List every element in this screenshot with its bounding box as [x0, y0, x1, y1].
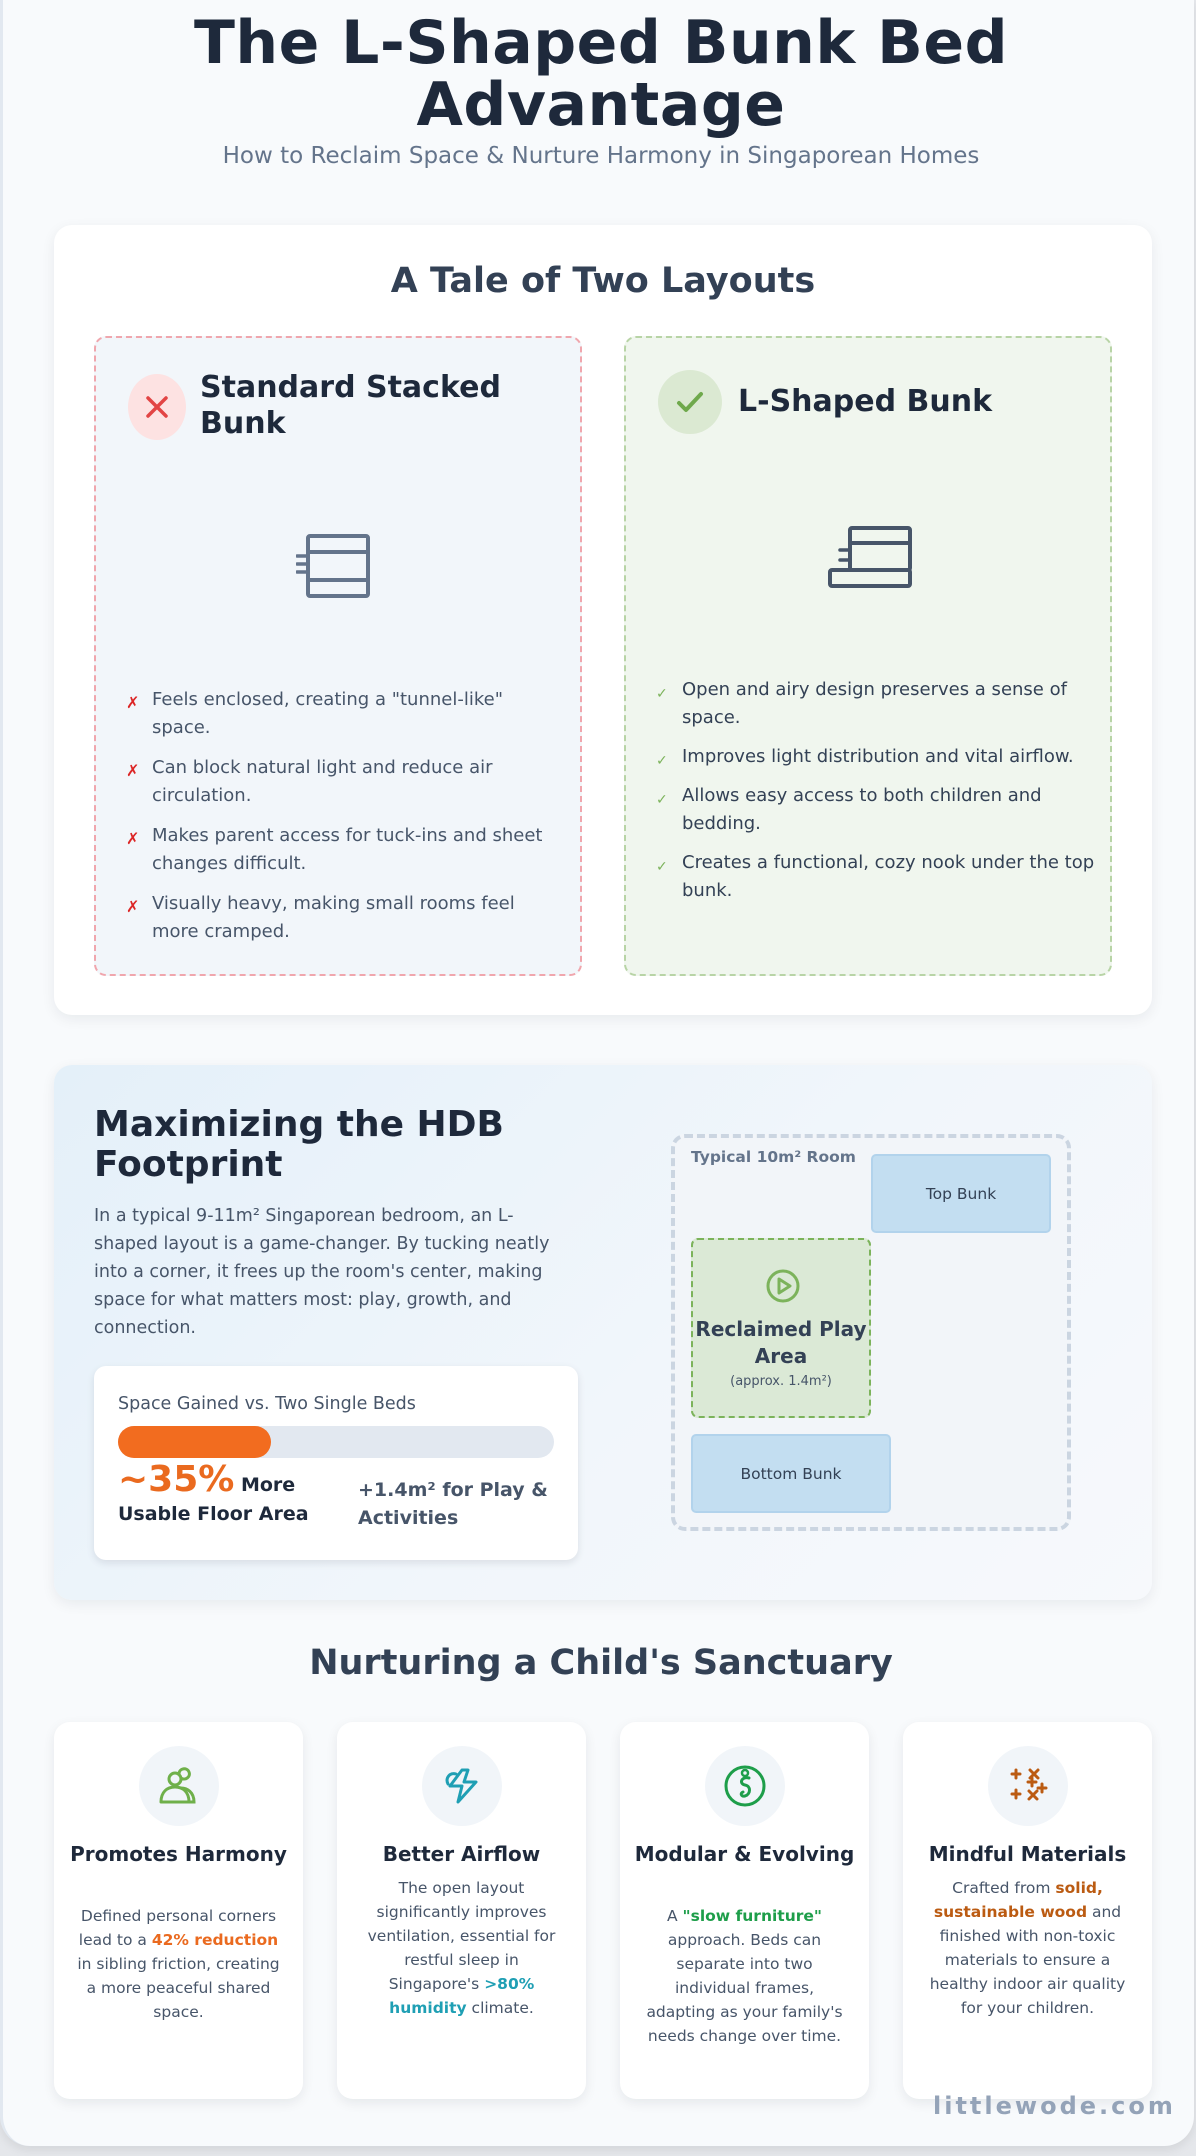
bottom-bunk-block: Bottom Bunk	[691, 1434, 891, 1513]
x-icon	[128, 374, 186, 440]
page-subtitle: How to Reclaim Space & Nurture Harmony in Singaporean Homes	[222, 143, 980, 169]
sparkles-icon	[988, 1746, 1068, 1826]
drawback-item: ✗ Visually heavy, making small rooms feel more cramped.	[126, 893, 515, 942]
benefit-item: ✓ Allows easy access to both children and bedding.	[656, 785, 1042, 834]
drawback-item: ✗ Can block natural light and reduce air circulation.	[126, 757, 493, 806]
feature-description: A "slow furniture" approach. Beds can separate into two individual frames, adapting as your family's needs change over time.	[646, 1907, 843, 2045]
brand-watermark: littlewode.com	[933, 2092, 1176, 2120]
check-mark-icon: ✓	[656, 686, 668, 702]
stacked-bunk-icon	[296, 528, 376, 604]
reclaimed-play-area	[691, 1238, 871, 1418]
feature-title: Mindful Materials	[928, 1842, 1127, 1866]
l-shaped-bunk-title: L-Shaped Bunk	[738, 384, 993, 419]
cross-mark-icon: ✗	[126, 761, 140, 780]
check-mark-icon: ✓	[656, 753, 668, 769]
space-gained-value: ~35% More Usable Floor Area	[118, 1459, 309, 1525]
play-circle-icon	[765, 1268, 801, 1308]
feature-title: Modular & Evolving	[634, 1842, 855, 1866]
sanctuary-title: Nurturing a Child's Sanctuary	[309, 1643, 893, 1683]
l-shaped-bunk-benefits	[656, 676, 1096, 916]
l-shaped-bunk-icon	[826, 520, 916, 596]
hdb-description: In a typical 9-11m² Singaporean bedroom, an L-shaped layout is a game-changer. By tucking neatly into a corner, it frees up the room's center, making space for what matters most: play, growth, and connection.	[94, 1206, 550, 1338]
l-shaped-bunk-card	[624, 336, 1112, 976]
room-label: Typical 10m² Room	[691, 1148, 856, 1166]
feature-description: Crafted from solid, sustainable wood and finished with non-toxic materials to ensure a healthy indoor air quality for your children.	[929, 1879, 1126, 2017]
space-gained-progress-bar	[118, 1426, 554, 1458]
space-gained-progress-fill	[118, 1426, 271, 1458]
drawback-item: ✗ Feels enclosed, creating a "tunnel-like" space.	[126, 689, 503, 738]
space-gained-secondary: +1.4m² for Play & Activities	[358, 1479, 548, 1529]
page-title: The L-Shaped Bunk Bed Advantage	[193, 8, 1009, 140]
space-gained-percent: ~35%	[118, 1459, 235, 1500]
highlight-text: solid, sustainable wood	[933, 1879, 1103, 1921]
feature-title: Promotes Harmony	[70, 1842, 287, 1866]
hdb-footprint-section	[54, 1065, 1152, 1600]
space-gained-card	[94, 1366, 578, 1560]
feature-card-materials	[903, 1722, 1152, 2099]
growth-icon	[705, 1746, 785, 1826]
room-diagram	[671, 1134, 1071, 1531]
standard-bunk-drawbacks	[126, 686, 566, 958]
highlight-text: 42% reduction	[151, 1931, 279, 1949]
space-gained-label: Space Gained vs. Two Single Beds	[118, 1394, 416, 1414]
cross-mark-icon: ✗	[126, 897, 140, 916]
highlight-text: "slow furniture"	[682, 1907, 822, 1925]
top-bunk-block: Top Bunk	[871, 1154, 1051, 1233]
benefit-item: ✓ Creates a functional, cozy nook under the top bunk.	[656, 852, 1095, 901]
feature-card-modular	[620, 1722, 869, 2099]
people-icon	[139, 1746, 219, 1826]
standard-bunk-title: Standard Stacked Bunk	[200, 370, 501, 441]
cross-mark-icon: ✗	[126, 829, 140, 848]
feature-card-airflow	[337, 1722, 586, 2099]
hdb-title: Maximizing the HDB Footprint	[94, 1104, 504, 1185]
drawback-item: ✗ Makes parent access for tuck-ins and sheet changes difficult.	[126, 825, 543, 874]
feature-card-harmony	[54, 1722, 303, 2099]
benefit-item: ✓ Improves light distribution and vital airflow.	[656, 743, 1096, 771]
play-area-size: (approx. 1.4m²)	[730, 1374, 832, 1389]
benefit-item: ✓ Open and airy design preserves a sense of space.	[656, 679, 1067, 728]
check-mark-icon: ✓	[656, 792, 668, 808]
comparison-title: A Tale of Two Layouts	[390, 261, 816, 301]
comparison-section	[54, 225, 1152, 1015]
cross-mark-icon: ✗	[126, 693, 140, 712]
play-area-title: Reclaimed Play Area	[695, 1317, 867, 1368]
standard-bunk-card	[94, 336, 582, 976]
feature-description: The open layout significantly improves ventilation, essential for restful sleep in Singapore's >80% humidity climate.	[367, 1879, 556, 2017]
check-mark-icon: ✓	[656, 859, 668, 875]
check-icon	[658, 370, 722, 434]
airflow-icon	[422, 1746, 502, 1826]
feature-title: Better Airflow	[382, 1842, 541, 1866]
highlight-text: >80% humidity	[389, 1975, 535, 2017]
feature-description: Defined personal corners lead to a 42% reduction in sibling friction, creating a more peaceful shared space.	[77, 1907, 280, 2021]
